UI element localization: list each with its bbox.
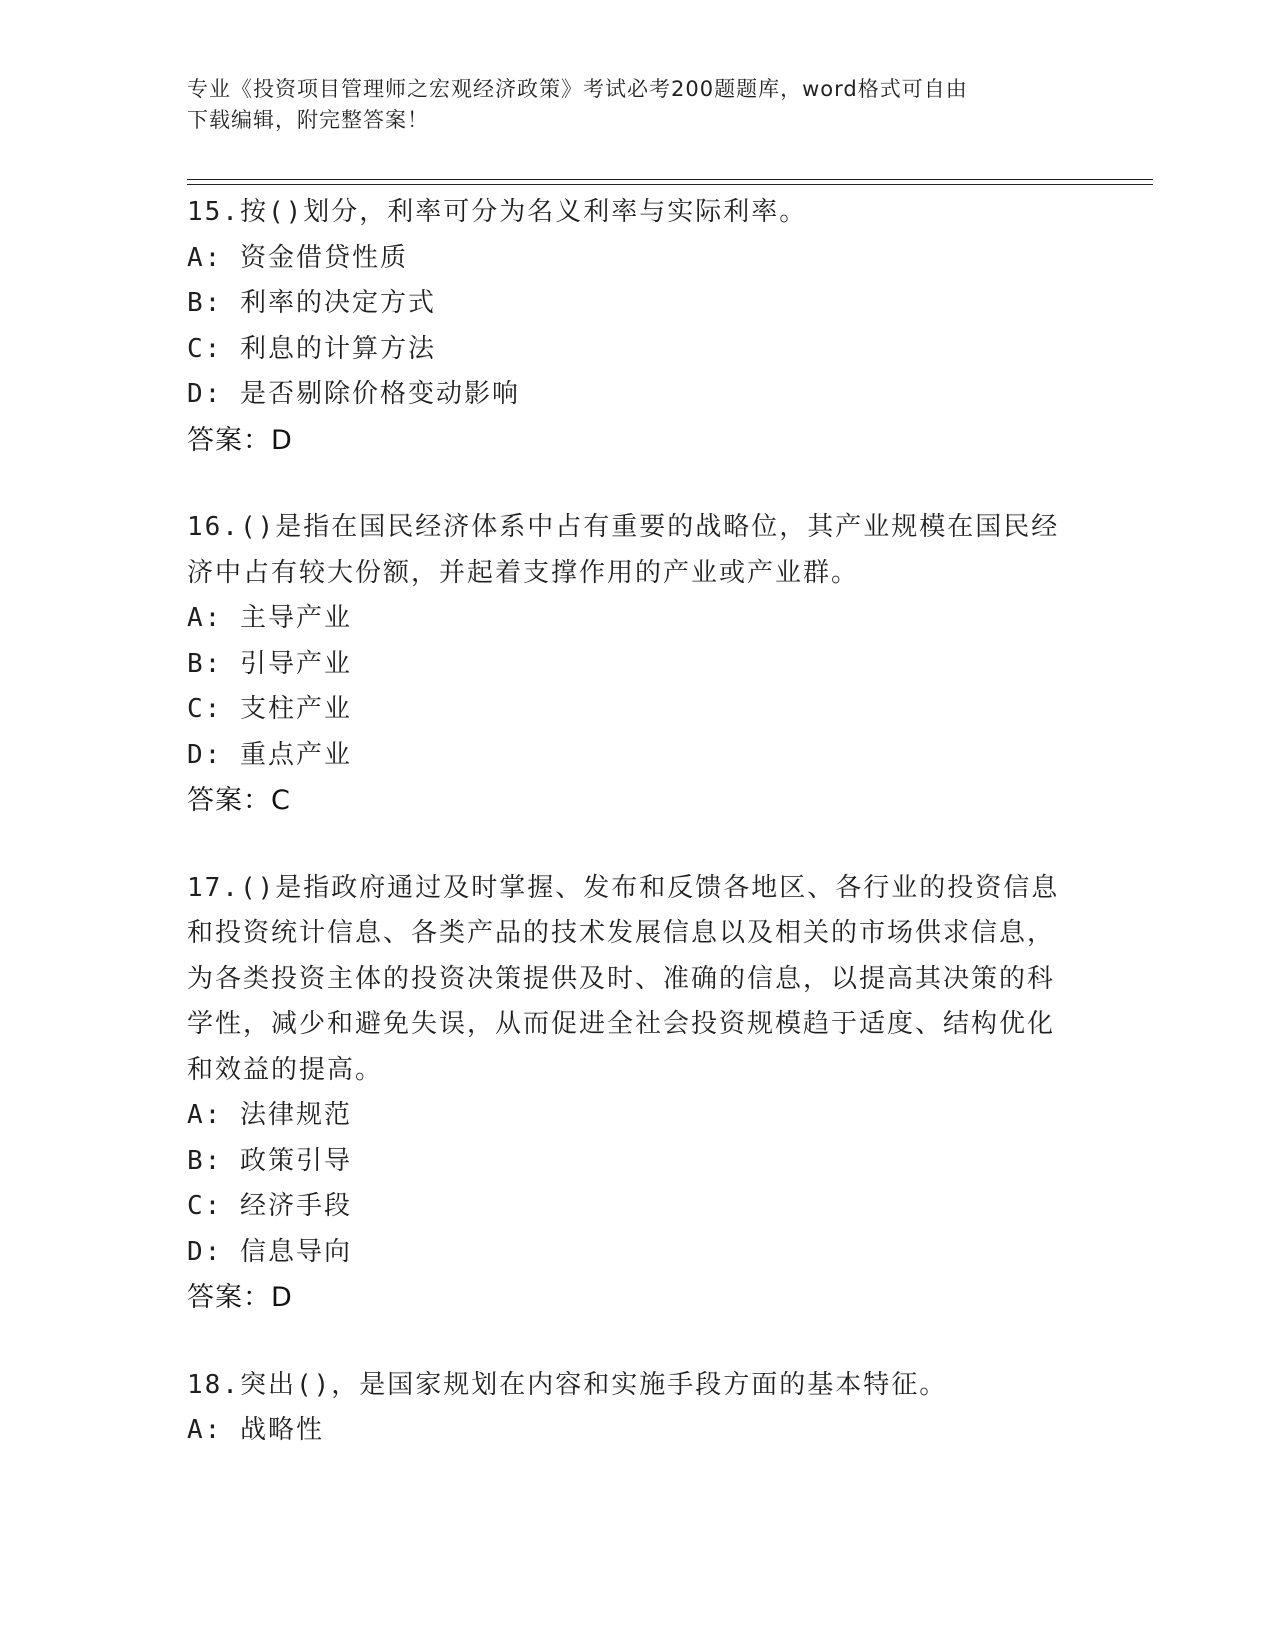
- question-18: [187, 1363, 1087, 1454]
- question-15: [187, 190, 1087, 463]
- option-c: C: 经济手段: [187, 1191, 352, 1221]
- option-b: B: 政策引导: [187, 1145, 352, 1176]
- answer-line: 答案：C: [187, 785, 291, 816]
- document-header: [187, 74, 1067, 136]
- header-divider-top: [187, 179, 1153, 180]
- option-d: D: 是否剔除价格变动影响: [187, 379, 520, 409]
- option-c: C: 利息的计算方法: [187, 333, 436, 364]
- answer-line: 答案：D: [187, 424, 293, 456]
- option-a: A: 战略性: [187, 1415, 324, 1445]
- option-b: B: 引导产业: [187, 648, 352, 679]
- option-c: C: 支柱产业: [187, 694, 352, 724]
- header-divider-bottom: [187, 184, 1153, 185]
- option-d: D: 重点产业: [187, 739, 352, 770]
- option-a: A: 主导产业: [187, 603, 352, 633]
- answer-line: 答案：D: [187, 1282, 293, 1313]
- option-b: B: 利率的决定方式: [187, 288, 436, 318]
- question-text: 18.突出()，是国家规划在内容和实施手段方面的基本特征。: [187, 1369, 948, 1400]
- question-text: 15.按()划分，利率可分为名义利率与实际利率。: [187, 197, 808, 227]
- question-17: [187, 866, 1087, 1321]
- option-d: D: 信息导向: [187, 1236, 352, 1267]
- header-line-1: 专业《投资项目管理师之宏观经济政策》考试必考200题题库，word格式可自由: [187, 77, 968, 101]
- question-text: 16.()是指在国民经济体系中占有重要的战略位，其产业规模在国民经济中占有较大份额，并起着支撑作用的产业或产业群。: [187, 512, 1060, 588]
- question-list: [187, 190, 1087, 1496]
- question-text: 17.()是指政府通过及时掌握、发布和反馈各地区、各行业的投资信息和投资统计信息、各类产品的技术发展信息以及相关的市场供求信息，为各类投资主体的投资决策提供及时、准确的信息，以提高其决策的科学性，减少和避免失误，从而促进全社会投资规模趋于适度、结构优化和效益的提高。: [187, 872, 1060, 1085]
- question-16: [187, 505, 1087, 824]
- header-line-2: 下载编辑，附完整答案！: [187, 108, 429, 132]
- option-a: A: 法律规范: [187, 1100, 352, 1130]
- option-a: A: 资金借贷性质: [187, 242, 408, 273]
